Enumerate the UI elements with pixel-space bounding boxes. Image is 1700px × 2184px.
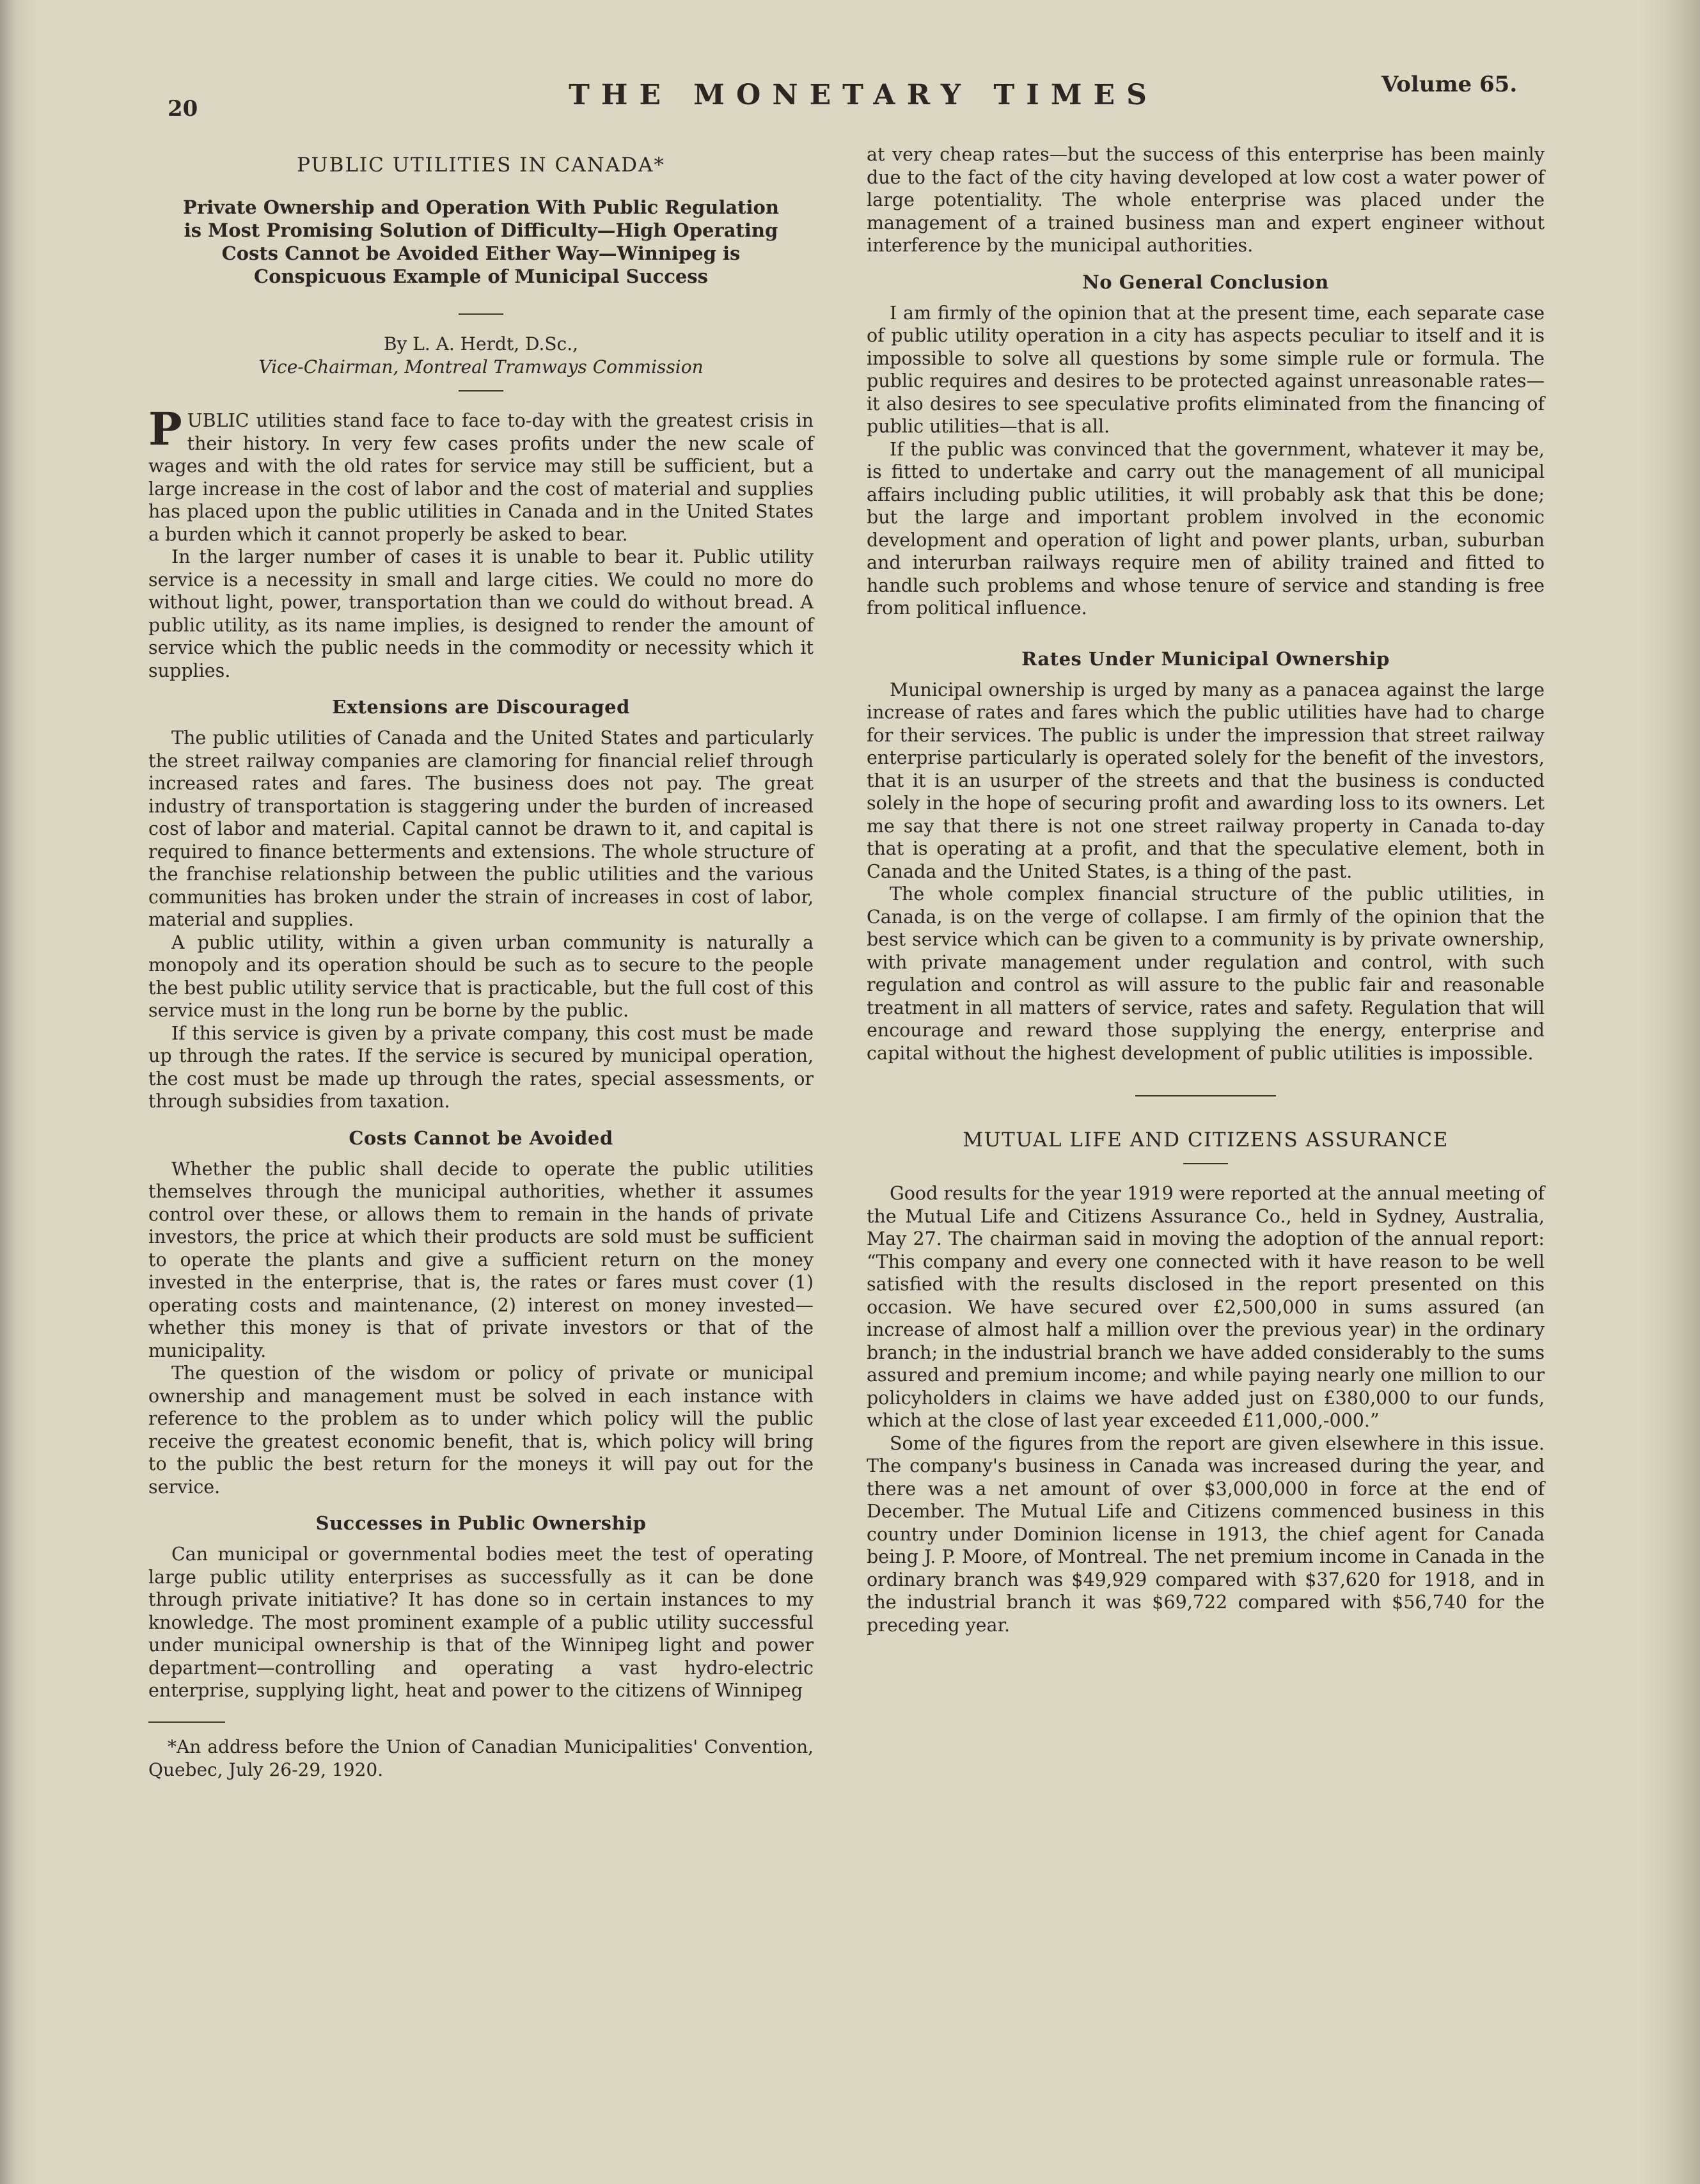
paragraph: Good results for the year 1919 were reported at the annual meeting of the Mutual Life and Citizens Assurance Co., held in Sydney, Australia, May 27. The chairman said in moving the adoption of the annual report: “This company and every one connected with it have reason to be well satisfied with the results disclosed in the report presented on this occasion. We have secured over £2,500,000 in sums assured (an increase of almost half a million over the previous year) in the ordinary branch; in the industrial branch we have added considerably to the sums assured and premium income; and while paying nearly one million to our policyholders in claims we have added just on £380,000 to our funds, which at the close of last year exceeded £11,000,-000.” [867,1183,1545,1431]
byline-role: Vice-Chairman, Montreal Tramways Commission [258,356,704,377]
page-number: 20 [168,96,198,122]
article-divider [867,1095,1545,1096]
volume-label: Volume 65. [1381,72,1518,97]
subheading: Rates Under Municipal Ownership [1021,647,1390,670]
title-rule [1183,1163,1228,1164]
subheading: Successes in Public Ownership [315,1512,647,1534]
paragraph: The public utilities of Canada and the United States and particularly the street railway companies are clamoring for financial relief through increased rates and fares. The business does not pay. The great industry of transportation is staggering under the burden of increased cost of labor and material. Capital cannot be drawn to it, and capital is required to finance betterments and extensions. The whole structure of the franchise relationship between the public utilities and the various communities has broken under the strain of increases in cost of labor, material and supplies. [148,727,814,930]
article-title: MUTUAL LIFE AND CITIZENS ASSURANCE [963,1128,1449,1151]
right-column [867,143,1545,1636]
paragraph: Whether the public shall decide to operate the public utilities themselves through the municipal authorities, whether it assumes control over these, or allows them to remain in the hands of private investors, the price at which their products are sold must be sufficient to operate the plants and give a sufficient return on the money invested in the enterprise, that is, the rates or fares must cover (1) operating costs and maintenance, (2) interest on money invested—whether this money is that of private investors or that of the municipality. [148,1158,814,1361]
subheading: Costs Cannot be Avoided [349,1127,613,1149]
spacer [867,620,1545,634]
article-deck: Private Ownership and Operation With Public Regulation is Most Promising Solution of Difficulty—High Operating Costs Cannot be Avoided Either Way—Winnipeg is Conspicuous Example of Municipal Success [183,196,779,287]
drop-cap: P [148,402,182,455]
paragraph: If the public was convinced that the government, whatever it may be, is fitted to undertake and carry out the management of all municipal affairs including public utilities, it will probably ask that this be done; but the large and important problem involved in the economic development and operation of light and power plants, urban, suburban and interurban railways require men of ability trained and fitted to handle such problems and whose tenure of service and standing is free from political influence. [867,438,1545,619]
paragraph: I am firmly of the opinion that at the present time, each separate case of public utility operation in a city has aspects peculiar to itself and it is impossible to solve all questions by some simple rule or formula. The public requires and desires to be protected against unreasonable rates—it also desires to see speculative profits eliminated from the financing of public utilities—that is all. [867,302,1545,437]
left-column [148,154,814,1782]
article-title: PUBLIC UTILITIES IN CANADA* [297,154,665,177]
footnote-rule [148,1721,225,1723]
paragraph: Can municipal or governmental bodies meet the test of operating large public utility enterprises as successfully as it can be done through private initiative? It has done so in certain instances to my knowledge. The most prominent example of a public utility successful under municipal ownership is that of the Winnipeg light and power department—controlling and operating a vast hydro-electric enterprise, supplying light, heat and power to the citizens of Winnipeg [148,1544,814,1701]
paragraph: The question of the wisdom or policy of private or municipal ownership and management must be solved in each instance with reference to the problem as to under which policy will the public receive the greatest economic benefit, that is, which policy will bring to the public the best return for the moneys it will pay out for the service. [148,1363,814,1498]
byline-rule [459,390,503,392]
title-rule [459,313,503,315]
intro-text: UBLIC utilities stand face to face to-day with the greatest crisis in their history. In very few cases profits under the new scale of wages and with the old rates for service may still be sufficient, but a large increase in the cost of labor and the cost of material and supplies has placed upon the public utilities in Canada and in the United States a burden which it cannot properly be asked to bear. [148,410,814,545]
paragraph: at very cheap rates—but the success of this enterprise has been mainly due to the fact of the city having developed at low cost a water power of large potentiality. The whole enterprise was placed under the management of a trained business man and expert engineer without interference by the municipal authorities. [867,144,1545,256]
intro-paragraph [148,402,814,546]
divider-rule [1135,1095,1276,1096]
paragraph: In the larger number of cases it is unable to bear it. Public utility service is a necessity in small and large cities. We could no more do without light, power, transportation than we could do without bread. A public utility, as its name implies, is designed to render the amount of service which the public needs in the commodity or necessity which it supplies. [148,546,814,681]
subheading: No General Conclusion [1082,271,1329,293]
paragraph: Municipal ownership is urged by many as a panacea against the large increase of rates and fares which the public utilities have had to charge for their services. The public is under the impression that street railway enterprise particularly is operated solely for the benefit of the investors, that it is an usurper of the streets and that the business is conducted solely in the hope of securing profit and awarding loss to its owners. Let me say that there is not one street railway property in Canada to-day that is operating at a profit, and that the speculative element, both in Canada and the United States, is a thing of the past. [867,679,1545,882]
paragraph: The whole complex financial structure of the public utilities, in Canada, is on the verge of collapse. I am firmly of the opinion that the best service which can be given to a community is by private ownership, with private management under regulation and control, with such regulation and control as will assure to the public fair and reasonable treatment in all matters of service, rates and safety. Regulation that will encourage and reward those supplying the energy, enterprise and capital without the highest development of public utilities is impossible. [867,883,1545,1064]
paragraph: A public utility, within a given urban community is naturally a monopoly and its operation should be such as to secure to the people the best public utility service that is practicable, but the full cost of this service must in the long run be borne by the public. [148,931,814,1021]
subheading: Extensions are Discouraged [332,696,630,718]
paragraph: If this service is given by a private company, this cost must be made up through the rates. If the service is secured by municipal operation, the cost must be made up through the rates, special assessments, or through subsidies from taxation. [148,1022,814,1112]
byline: By L. A. Herdt, D.Sc., [383,333,579,354]
footnote: *An address before the Union of Canadian Municipalities' Convention, Quebec, July 26-29, 1920. [148,1736,814,1780]
paragraph: Some of the figures from the report are given elsewhere in this issue. The company's business in Canada was increased during the year, and there was a net amount of over $3,000,000 in force at the end of December. The Mutual Life and Citizens commenced business in this country under Dominion license in 1913, the chief agent for Canada being J. P. Moore, of Montreal. The net premium income in Canada in the ordinary branch was $49,929 compared with $37,620 for 1918, and in the industrial branch it was $69,722 compared with $56,740 for the preceding year. [867,1432,1545,1636]
publication-masthead: THE MONETARY TIMES [569,79,1158,111]
